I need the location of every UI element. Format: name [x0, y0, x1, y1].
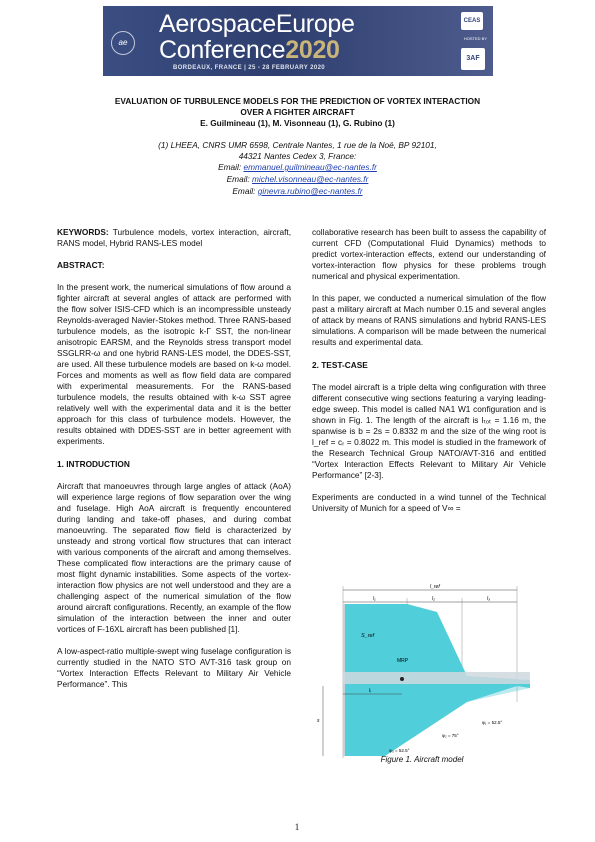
keywords-text: Turbulence models, vortex interaction, aircraft, RANS model, Hybrid RANS-LES model	[57, 227, 291, 248]
page-number: 1	[294, 822, 300, 832]
paper-scope-paragraph: In this paper, we conducted a numerical simulation of the flow past a military aircraft at Mach number 0.15 and several angles of attack by means of RANS simulations and hybrid RANS-LES simulations. A comparison will be made between the numerical results and experimental data.	[312, 293, 546, 347]
fuselage-half	[343, 672, 530, 684]
test-case-paragraph-2: Experiments are conducted in a wind tunnel of the Technical University of Munich for a speed of V∞ =	[312, 492, 546, 513]
left-column	[57, 227, 291, 690]
label-lr: lᵣ	[369, 688, 372, 694]
conference-banner	[103, 6, 493, 76]
keywords-label: KEYWORDS:	[57, 227, 109, 237]
test-case-paragraph-1: The model aircraft is a triple delta wing configuration with three different consecutive wing sections featuring a varying leading-edge sweep. This model is called NA1 W1 configuration and is shown in Fig. 1. The length of the aircraft is lₜₒₜ = 1.16 m, the spanwise is b = 2s = 0.8332 m and the size of the wing root is l_ref = cᵣ = 0.8022 m. This model is studied in the framework of the Research Technical Group NATO/AVT-316 and entitled “Vortex Interaction Effects Relevant to Military Air Vehicle Performance” [2-3].	[312, 382, 546, 480]
ae-logo: ae	[111, 31, 135, 55]
intro-heading: 1. INTRODUCTION	[57, 459, 130, 469]
email-line-1: Email: emmanuel.guilmineau@ec-nantes.fr	[218, 162, 377, 172]
banner-line3: BORDEAUX, FRANCE | 25 - 28 FEBRUARY 2020	[173, 65, 326, 71]
test-case-heading: 2. TEST-CASE	[312, 360, 368, 370]
label-l2: l₂	[432, 596, 436, 602]
label-l1: l₁	[373, 596, 376, 602]
label-l3: l₃	[487, 596, 491, 602]
paper-title-line1: EVALUATION OF TURBULENCE MODELS FOR THE PREDICTION OF VORTEX INTERACTION	[114, 96, 481, 106]
keywords	[57, 227, 291, 249]
label-s: s	[317, 718, 320, 724]
label-lref: l_ref	[430, 584, 440, 590]
email-line-3: Email: ginevra.rubino@ec-nantes.fr	[232, 186, 363, 196]
banner-line1: AerospaceEurope	[159, 10, 355, 38]
email-link-guilmineau[interactable]: emmanuel.guilmineau@ec-nantes.fr	[243, 162, 377, 172]
intro-paragraph-2: A low-aspect-ratio multiple-swept wing fuselage configuration is currently studied in the NATO STO AVT-316 task group on “Vortex Interaction Effects Relevant to Military Air Vehicle Performance”. This	[57, 646, 291, 689]
hosted-by-label: HOSTED BY	[463, 36, 487, 41]
banner-year: 2020	[285, 36, 340, 64]
figure-caption: Figure 1. Aircraft model	[380, 755, 464, 764]
paper-title-line2: OVER A FIGHTER AIRCRAFT	[240, 107, 355, 117]
label-phi3: φ₃ = 52.5°	[389, 748, 410, 753]
3af-logo: 3AF	[461, 48, 485, 70]
aircraft-model-figure	[317, 582, 532, 758]
right-column	[312, 227, 546, 514]
ceas-logo: CEAS	[461, 12, 483, 30]
label-phi2: φ₂ = 75°	[442, 733, 459, 738]
email-link-rubino[interactable]: ginevra.rubino@ec-nantes.fr	[257, 186, 363, 196]
banner-line2: Conference2020	[159, 36, 340, 64]
email-line-2: Email: michel.visonneau@ec-nantes.fr	[226, 174, 369, 184]
label-phi1: φ₁ = 52.5°	[482, 720, 503, 725]
affiliation-line1: (1) LHEEA, CNRS UMR 6598, Centrale Nantes, 1 rue de la Noë, BP 92101,	[158, 140, 437, 150]
collab-paragraph: collaborative research has been built to assess the capability of current CFD (Computational Fluid Dynamics) methods to predict vortex-interaction effects, extend our understanding of vortex-interaction flow physics for these problems trough numerical and physical experimentation.	[312, 227, 546, 281]
intro-paragraph-1: Aircraft that manoeuvres through large angles of attack (AoA) will experience large regions of flow separation over the wing and fuselage. High AoA aircraft is frequently encountered during landing and take-off phases, and during combat manoeuvring. The separated flow field is characterized by unsteady and strong vortical flow structures that can interact with various components of the aircraft and among themselves. These complicated flow interactions are the primary cause of most flight dynamic instabilities. Some aspects of the vortex-interaction flow physics are not well understood and they are a challenging aspect of the numerical simulation of the flow around aircraft configurations. Recently, an example of the flow simulation of the interaction between the inner and outer vortices of F-16XL aircraft has been published [1].	[57, 481, 291, 634]
email-link-visonneau[interactable]: michel.visonneau@ec-nantes.fr	[252, 174, 369, 184]
label-mrp: MRP	[397, 658, 409, 664]
abstract-text: In the present work, the numerical simulations of flow around a fighter aircraft at several angles of attack are performed with the flow solver ISIS-CFD which is an incompressible unsteady Reynolds-averaged Navier-Stokes method. Three RANS-based turbulence models, as the isotropic k-Γ SST, the non-linear anisotropic EARSM, and the Reynolds stress transport model SSGLRR-ω and one hybrid RANS-LES model, the DDES-SST, are used. All these turbulence models are based on k-ω model. Forces and moments as well as flow field data are compared with experimental measurements. For the RANS-based turbulence models, the results obtained with k-ω SST agree relatively well with the experimental data and it is the better approach for this class of turbulence models. However, the results obtained with DDES-SST are in better agreement with experiments.	[57, 282, 291, 446]
abstract-heading: ABSTRACT:	[57, 260, 105, 270]
affiliation-line2: 44321 Nantes Cedex 3, France:	[238, 151, 357, 161]
authors: E. Guilmineau (1), M. Visonneau (1), G. Rubino (1)	[200, 118, 395, 128]
mrp-marker	[400, 677, 404, 681]
label-sref: S_ref	[361, 633, 375, 639]
